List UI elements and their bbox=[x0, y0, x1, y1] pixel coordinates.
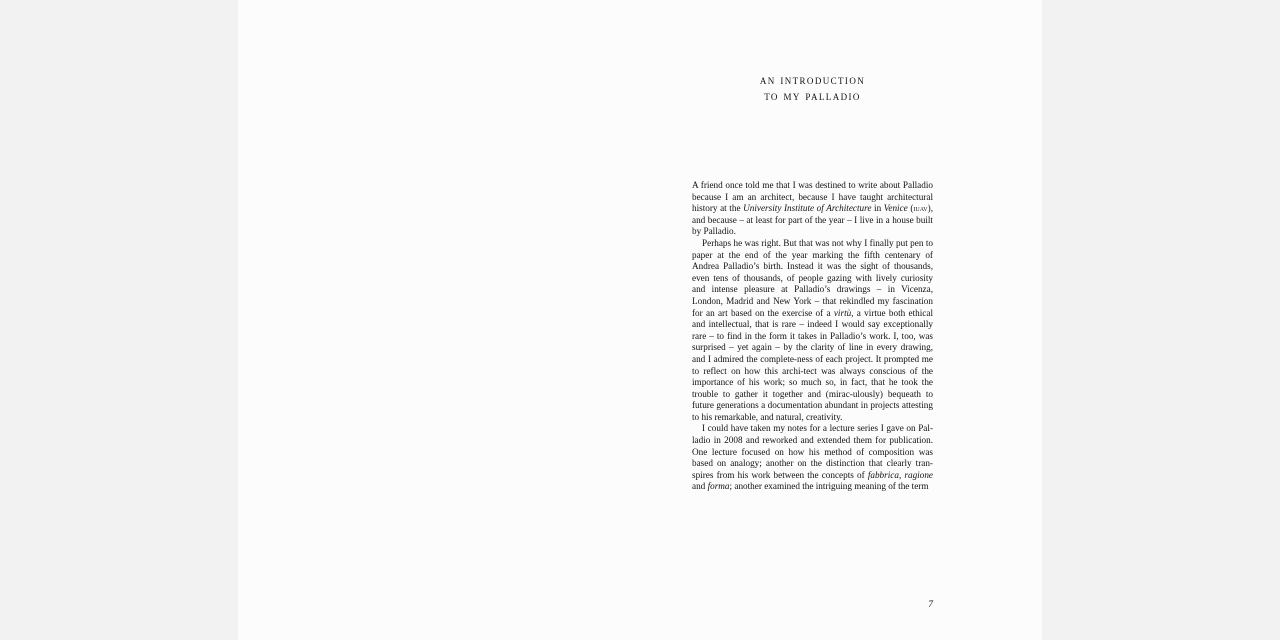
text-run: ( bbox=[907, 203, 914, 214]
blank-verso-page bbox=[238, 0, 640, 640]
italic-run: virtù bbox=[833, 307, 852, 318]
text-run: in bbox=[871, 203, 884, 214]
italic-run: forma bbox=[707, 481, 730, 492]
paragraph-3 bbox=[692, 423, 933, 493]
text-run: and bbox=[692, 481, 708, 492]
italic-run: ragione bbox=[904, 469, 934, 480]
italic-run: Venice bbox=[883, 203, 908, 214]
chapter-title-line-1: an introduction bbox=[759, 72, 866, 87]
page-number: 7 bbox=[928, 600, 933, 610]
right-margin bbox=[1042, 0, 1280, 640]
italic-run: University Institute of Architecture bbox=[743, 203, 872, 214]
text-run: Perhaps he was right. But that was not why I finally put pen to paper at the end of the year marking the fifth centenary of Andrea Palladio’s birth. Instead it was the sight of thousands, even tens of thousands, of people gazing with lively curiosity and intense pleasure at Palladio’s drawings – in Vicenza, London, Madrid and New York – that rekindled my fascination for an art based on the exercise of a bbox=[692, 237, 933, 318]
chapter-title-line-2: to my palladio bbox=[764, 88, 861, 103]
text-run: , a virtue both ethical and intellectual, that is rare – indeed I would say exceptionally rare – to find in the form it takes in Palladio’s work. I, too, was surprised – yet again – by the clarity of line in every drawing, and I admired the complete-ness of each project. It prompted me to reflect on how this archi-tect was always conscious of the importance of his work; so much so, in fact, that he took the trouble to gather it together and (mirac-ulously) bequeath to future generations a documentation abundant in projects attesting to his remarkable, and natural, creativity. bbox=[692, 307, 934, 422]
text-run: I could have taken my notes for a lecture series I gave on Pal-ladio in 2008 and reworked and extended them for publication. One lecture focused on how his method of composition was based on analogy; another on the distinction that clearly tran-spires from his work between the concepts of bbox=[692, 423, 933, 480]
left-margin bbox=[0, 0, 238, 640]
text-run: ), and because – at least for part of the year – I live in a house built by Palladio. bbox=[692, 203, 933, 237]
text-run: A friend once told me that I was destined to write about Palladio because I am an architect, because I have taught architectural history at the bbox=[692, 180, 933, 214]
italic-run: fabbrica bbox=[867, 469, 899, 480]
smallcaps-run: iuav bbox=[913, 203, 928, 214]
body-text bbox=[692, 180, 933, 493]
paragraph-2 bbox=[692, 238, 933, 424]
text-run: ; another examined the intriguing meaning of the term bbox=[729, 481, 929, 492]
chapter-title bbox=[692, 72, 933, 104]
text-run: , bbox=[898, 469, 905, 480]
paragraph-1 bbox=[692, 180, 933, 238]
